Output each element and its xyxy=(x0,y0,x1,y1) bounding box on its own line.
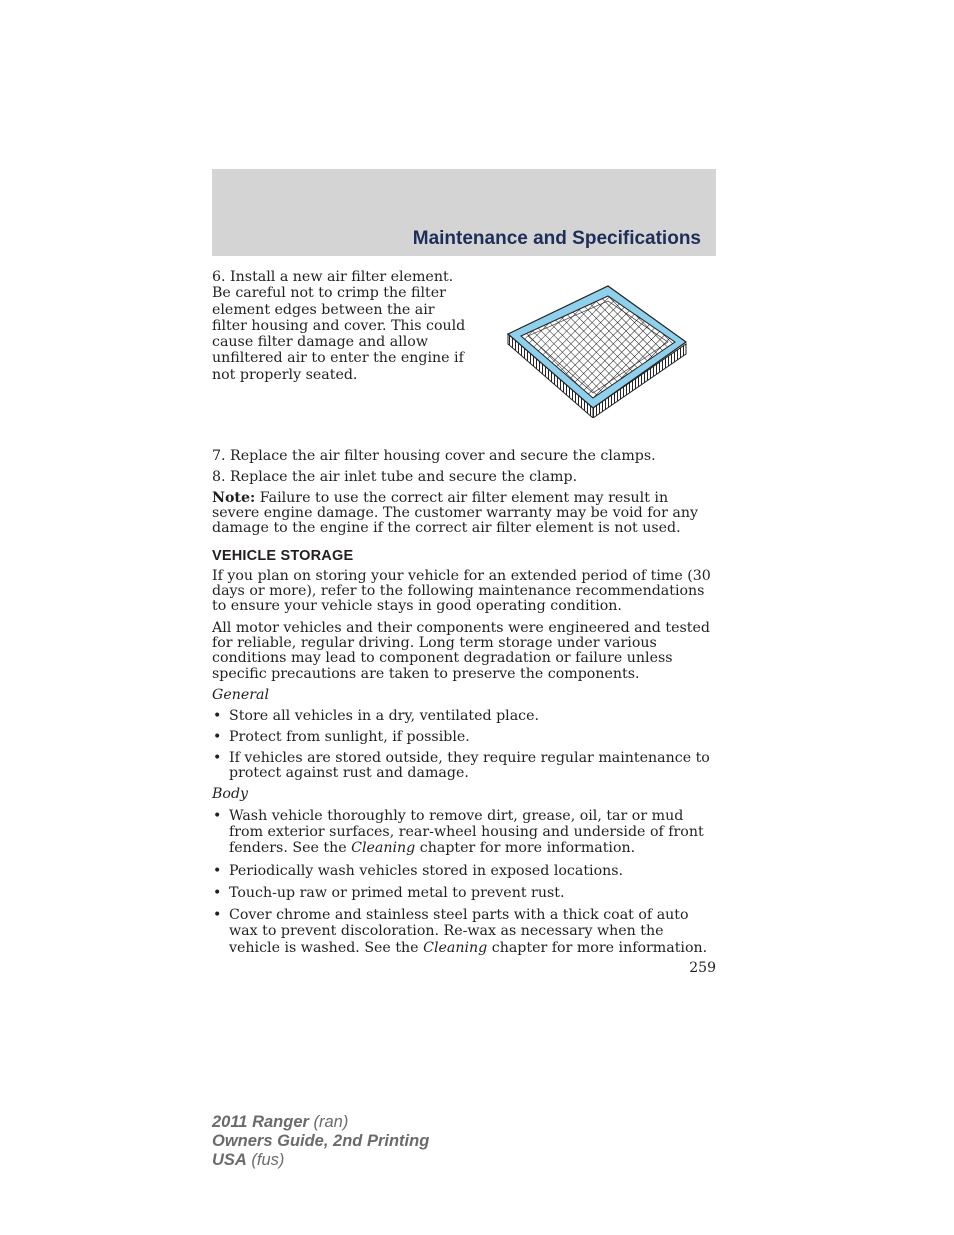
section-header-band xyxy=(212,169,716,256)
air-filter-illustration xyxy=(503,284,691,418)
list-item xyxy=(212,808,716,857)
page-number: 259 xyxy=(689,960,716,976)
storage-intro-paragraph: If you plan on storing your vehicle for an extended period of time (30 days or more), refer to the following maintenance recommendations to ensure your vehicle stays in good operating condition. xyxy=(212,567,711,615)
note-text: Failure to use the correct air filter element may result in severe engine damage. The customer warranty may be void for any damage to the engine if the correct air filter element is not used. xyxy=(212,489,698,537)
section-title: Maintenance and Specifications xyxy=(412,228,701,249)
body-item-4-end: chapter for more information. xyxy=(487,939,708,956)
footer-guide: Owners Guide, 2nd Printing xyxy=(212,1132,430,1150)
steps-block xyxy=(212,448,716,956)
footer-model-line xyxy=(212,1113,429,1132)
body-item-1-text: Wash vehicle thoroughly to remove dirt, grease, oil, tar or mud from exterior surfaces, rear-wheel housing and underside of front fenders. See the xyxy=(229,807,704,857)
list-item: • Store all vehicles in a dry, ventilated place. xyxy=(212,708,716,724)
body-subheading: Body xyxy=(212,786,249,803)
list-item: • If vehicles are stored outside, they require regular maintenance to protect against rust and damage. xyxy=(212,751,716,782)
footer-market-code: (fus) xyxy=(246,1151,285,1169)
body-item-4-text: Cover chrome and stainless steel parts with a thick coat of auto wax to prevent discoloration. Re-wax as necessary when the vehicle is washed. See the xyxy=(229,907,689,956)
list-item: • Periodically wash vehicles stored in exposed locations. xyxy=(212,863,716,879)
body-list xyxy=(212,808,716,956)
footer-model: 2011 Ranger xyxy=(212,1113,309,1131)
list-item xyxy=(212,907,716,956)
general-subheading: General xyxy=(212,686,270,703)
note-label: Note: xyxy=(212,489,256,506)
general-list xyxy=(212,708,716,781)
cleaning-reference: Cleaning xyxy=(351,840,416,857)
list-item: • Touch-up raw or primed metal to prevent rust. xyxy=(212,885,716,901)
cleaning-reference: Cleaning xyxy=(423,939,488,956)
vehicle-storage-heading: VEHICLE STORAGE xyxy=(212,548,354,565)
list-item: • Protect from sunlight, if possible. xyxy=(212,729,716,745)
footer-guide-line xyxy=(212,1132,429,1151)
step-6-text: 6. Install a new air filter element. Be careful not to crimp the filter element edges between the air filter housing and cover. This could cause filter damage and allow unfiltered air to enter the engine if not properly seated. xyxy=(212,269,466,383)
storage-components-paragraph: All motor vehicles and their components were engineered and tested for reliable, regular driving. Long term storage under various conditions may lead to component degradation or failure unless specific precautions are taken to preserve the components. xyxy=(212,619,710,682)
step-8-text: 8. Replace the air inlet tube and secure the clamp. xyxy=(212,469,578,486)
footer-market-line xyxy=(212,1151,429,1170)
note-paragraph xyxy=(212,491,716,537)
document-footer xyxy=(212,1113,429,1170)
step-7-text: 7. Replace the air filter housing cover and secure the clamps. xyxy=(212,448,656,464)
footer-model-code: (ran) xyxy=(308,1113,349,1131)
footer-market: USA xyxy=(212,1151,247,1169)
body-item-1-end: chapter for more information. xyxy=(415,840,636,857)
